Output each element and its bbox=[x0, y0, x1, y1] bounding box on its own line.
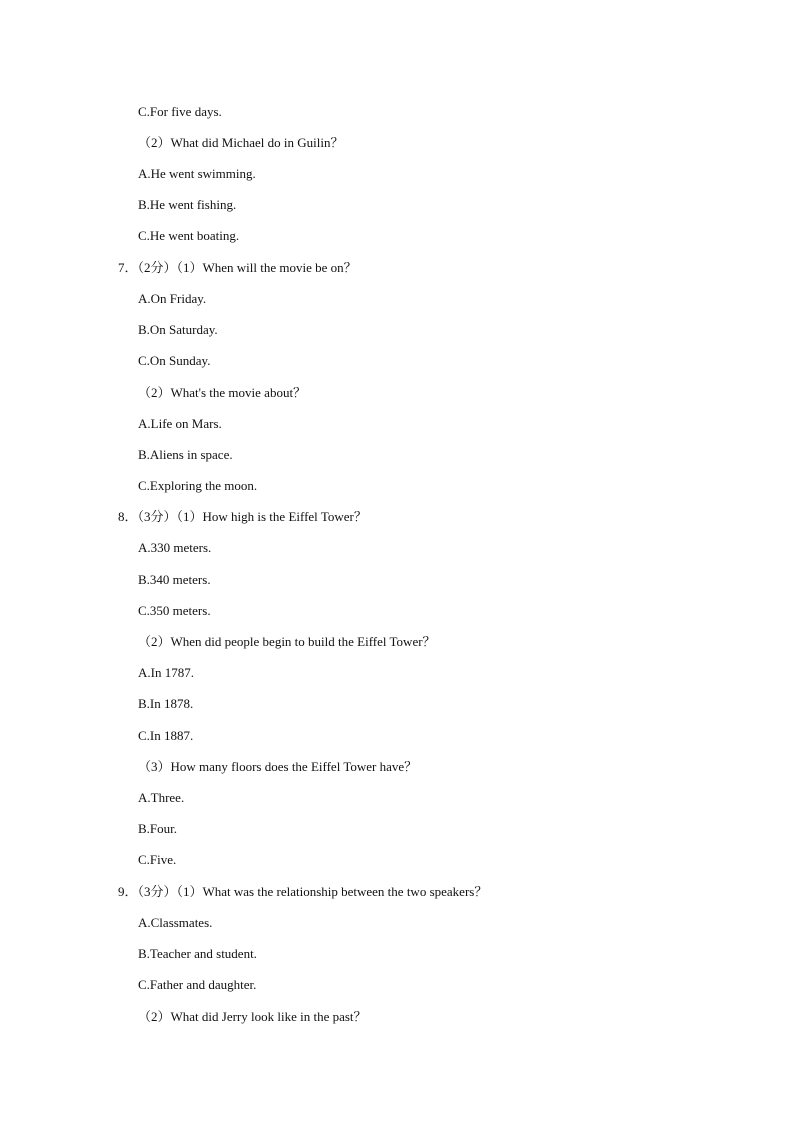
option-b-q8-1: B.340 meters. bbox=[138, 572, 211, 587]
option-b-q6-2: B.He went fishing. bbox=[138, 197, 237, 212]
option-c-q8-3: C.Five. bbox=[138, 852, 177, 867]
sub-question-q6-2: （2）What did Michael do in Guilin？ bbox=[138, 135, 344, 150]
question-7-heading: 7．（2分）（1）When will the movie be on？ bbox=[118, 260, 357, 275]
option-c-q7-2: C.Exploring the moon. bbox=[138, 478, 258, 493]
sub-question-q9-2: （2）What did Jerry look like in the past？ bbox=[138, 1009, 367, 1024]
option-b-q7-1: B.On Saturday. bbox=[138, 322, 218, 337]
option-c-q7-1: C.On Sunday. bbox=[138, 353, 211, 368]
option-a-q8-3: A.Three. bbox=[138, 790, 185, 805]
option-c-q8-1: C.350 meters. bbox=[138, 603, 211, 618]
option-b-q9-1: B.Teacher and student. bbox=[138, 946, 257, 961]
option-a-q6-2: A.He went swimming. bbox=[138, 166, 256, 181]
option-b-q7-2: B.Aliens in space. bbox=[138, 447, 233, 462]
option-c-q6-1: C.For five days. bbox=[138, 104, 222, 119]
option-a-q8-1: A.330 meters. bbox=[138, 540, 212, 555]
option-a-q7-1: A.On Friday. bbox=[138, 291, 207, 306]
sub-question-q8-2: （2）When did people begin to build the Eiffel Tower？ bbox=[138, 634, 436, 649]
option-c-q8-2: C.In 1887. bbox=[138, 728, 194, 743]
option-a-q8-2: A.In 1787. bbox=[138, 665, 194, 680]
sub-question-q7-2: （2）What's the movie about？ bbox=[138, 385, 307, 400]
option-c-q6-2: C.He went boating. bbox=[138, 228, 240, 243]
question-8-heading: 8．（3分）（1）How high is the Eiffel Tower？ bbox=[118, 509, 367, 524]
option-a-q7-2: A.Life on Mars. bbox=[138, 416, 222, 431]
option-b-q8-2: B.In 1878. bbox=[138, 696, 194, 711]
option-b-q8-3: B.Four. bbox=[138, 821, 178, 836]
option-c-q9-1: C.Father and daughter. bbox=[138, 977, 257, 992]
question-9-heading: 9．（3分）（1）What was the relationship between the two speakers？ bbox=[118, 884, 488, 899]
option-a-q9-1: A.Classmates. bbox=[138, 915, 213, 930]
sub-question-q8-3: （3）How many floors does the Eiffel Tower have？ bbox=[138, 759, 418, 774]
